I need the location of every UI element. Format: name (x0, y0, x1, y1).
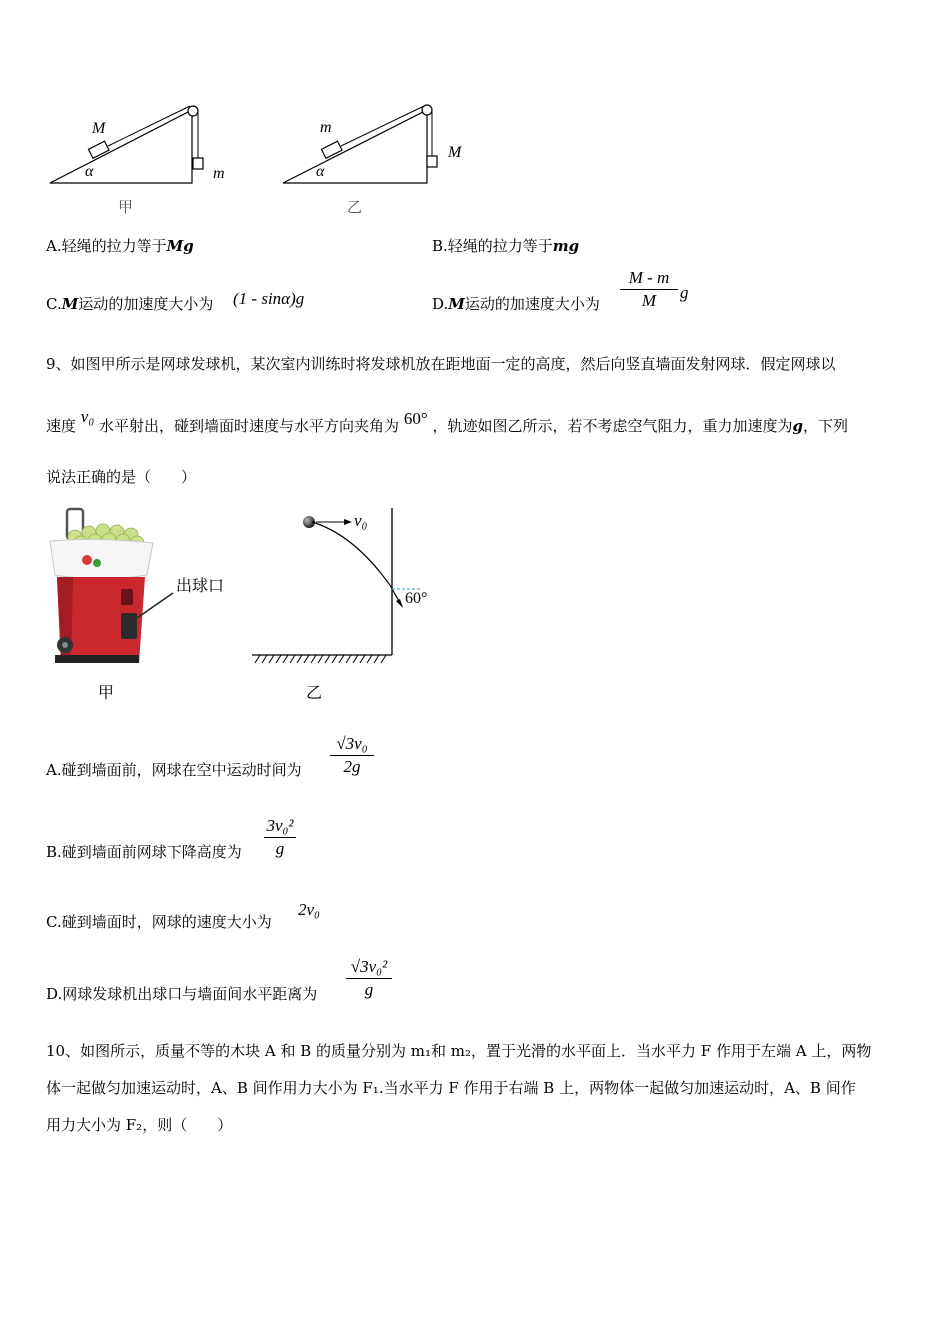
q9-option-d-den: g (364, 980, 374, 999)
q9-caption-right: 乙 (306, 683, 323, 702)
label-angle-left: α (85, 163, 94, 180)
q8-option-d-prefix: D. (432, 295, 449, 313)
q9-option-c-expr: 2v₀ (298, 900, 320, 919)
q9-option-a-num: √3v₀ (336, 734, 368, 753)
label-angle-right: α (316, 163, 325, 180)
q10-stem-line2: 体一起做匀加速运动时，A、B 间作用力大小为 F₁.当水平力 F 作用于右端 B 上，两物体一起做匀加速运动时，A、B 间作 (46, 1079, 856, 1097)
q9-option-d[interactable]: D.网球发球机出球口与墙面间水平距离为 (46, 985, 318, 1003)
q8-option-c-text: 运动的加速度大小为 (78, 295, 214, 313)
q8-option-c-prefix: C. (46, 295, 62, 313)
trajectory-diagram (250, 500, 450, 675)
q8-option-c[interactable] (46, 293, 213, 314)
q10-stem-line3: 用力大小为 F₂，则（ ） (46, 1116, 233, 1134)
q9-option-b-den: g (275, 839, 285, 858)
q8-option-d-text: 运动的加速度大小为 (464, 295, 600, 313)
q8-option-a-text: A.轻绳的拉力等于 (46, 237, 167, 255)
q8-option-c-var: M (61, 295, 79, 313)
q9-option-a-fraction (330, 734, 374, 777)
q9-angle: 60° (403, 409, 428, 428)
q8-option-d-var: M (448, 295, 465, 313)
label-hang-mass-left: m (213, 165, 225, 182)
q10-stem-line1: 10、如图所示，质量不等的木块 A 和 B 的质量分别为 m₁和 m₂，置于光滑的水平面上．当水平力 F 作用于左端 A 上，两物 (46, 1042, 872, 1060)
trajectory-angle-label: 60° (405, 590, 428, 607)
q9-stem-line1: 9、如图甲所示是网球发球机，某次室内训练时将发球机放在距地面一定的高度，然后向竖直墙面发射网球．假定网球以 (46, 355, 836, 373)
q9-option-d-fraction (346, 957, 392, 1000)
q9-option-b[interactable]: B.碰到墙面前网球下降高度为 (46, 843, 242, 861)
label-hang-mass-right: M (448, 144, 462, 161)
q8-option-c-expr: (1 - sinα)g (233, 289, 305, 308)
q8-option-d-num: M - m (628, 268, 670, 287)
label-slope-mass-right: m (320, 119, 332, 136)
q9-caption-left: 甲 (98, 683, 115, 702)
q9-option-c[interactable]: C.碰到墙面时，网球的速度大小为 (46, 913, 272, 931)
q8-option-d-tail: g (680, 283, 689, 302)
q9-stem-line2-c: ，轨迹如图乙所示，若不考虑空气阻力，重力加速度为 (432, 417, 793, 435)
caption-right: 乙 (347, 198, 363, 216)
q9-option-b-num: 3v₀² (266, 816, 294, 835)
q8-option-b-var: mg (552, 237, 580, 255)
q9-v0: v₀ (80, 407, 95, 426)
q9-stem-line2-d: ，下列 (802, 417, 848, 435)
q8-option-a[interactable] (46, 235, 194, 256)
q9-option-a-den: 2g (343, 757, 361, 776)
q8-option-b-text: B.轻绳的拉力等于 (432, 237, 553, 255)
q9-stem-line3: 说法正确的是（ ） (46, 468, 197, 486)
q9-stem-line2-a: 速度 (46, 417, 77, 435)
q8-option-d-fraction (620, 268, 678, 311)
caption-left: 甲 (118, 198, 134, 216)
q8-option-b[interactable] (432, 235, 579, 256)
trajectory-v0-label: v₀ (354, 511, 368, 530)
q8-option-d-den: M (641, 291, 657, 310)
q9-stem-line2-b: 水平射出，碰到墙面时速度与水平方向夹角为 (99, 417, 400, 435)
q9-option-a[interactable]: A.碰到墙面前，网球在空中运动时间为 (46, 761, 302, 779)
q9-g: g (792, 417, 803, 435)
q8-option-a-var: Mg (166, 237, 194, 255)
label-slope-mass-left: M (92, 120, 106, 137)
q9-stem-line2 (46, 407, 848, 436)
q8-option-d[interactable] (432, 293, 600, 314)
ball-outlet-label: 出球口 (176, 576, 225, 595)
q9-option-d-num: √3v₀² (350, 957, 388, 976)
q9-option-b-fraction (264, 816, 296, 859)
